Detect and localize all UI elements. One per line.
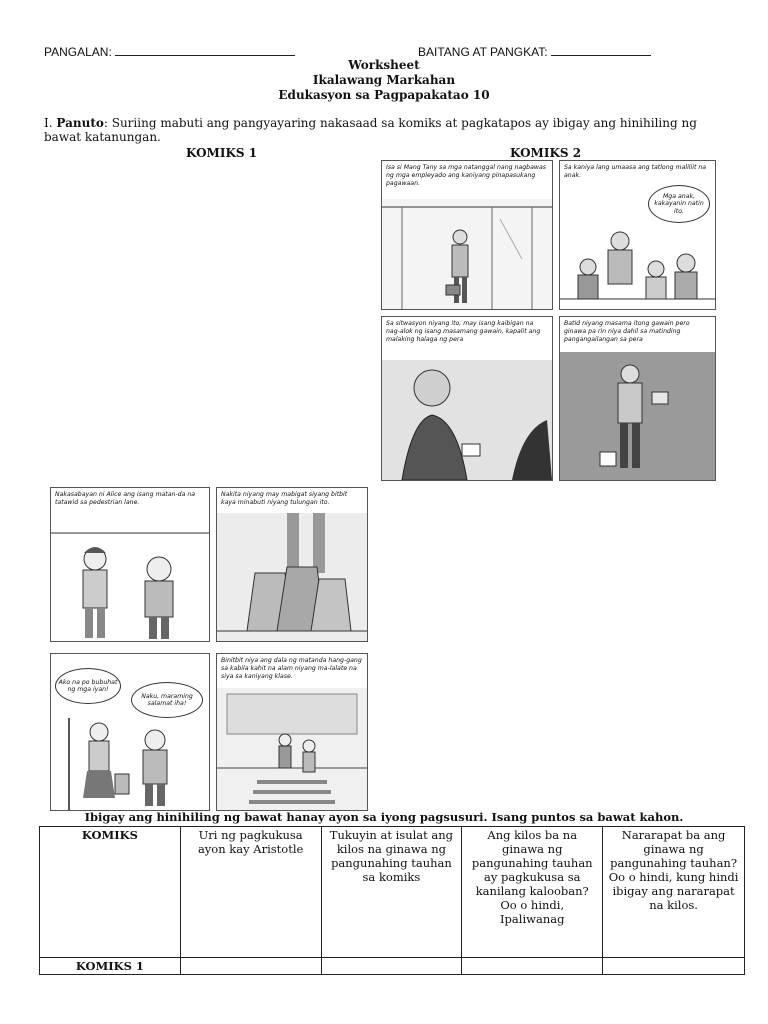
- komiks1-panel-2: [216, 487, 368, 642]
- grade-blank[interactable]: [551, 44, 651, 56]
- panel-caption: Binitbit niya ang dala ng matanda hang-gang sa kabila kahit na alam niyang ma-lalate na siya sa kaniyang klase.: [221, 657, 362, 680]
- friend-offer-illustration: [382, 360, 552, 480]
- row-label: KOMIKS 1: [40, 958, 181, 975]
- header-pagkukusa-kalooban: Ang kilos ba na ginawa ng pangunahing tauhan ay pagkukusa sa kanilang kalooban? Oo o hindi, Ipaliwanag: [462, 827, 603, 958]
- man-with-package-illustration: [560, 352, 715, 480]
- panel-caption: Sa sitwasyon niyang ito, may isang kaibigan na nag-alok ng isang masamang gawain, kapalit ang malaking halaga ng pera: [386, 320, 541, 343]
- answer-cell[interactable]: [603, 958, 745, 975]
- header-komiks: KOMIKS: [40, 827, 181, 958]
- instructions: [44, 116, 734, 144]
- komiks1-label: KOMIKS 1: [186, 146, 258, 160]
- komiks1-panel-1: [50, 487, 210, 642]
- table-instruction: Ibigay ang hinihiling ng bawat hanay ayon sa iyong pagsusuri. Isang puntos sa bawat kahon.: [84, 810, 684, 824]
- komiks2-panel-2: [559, 160, 716, 310]
- speech-bubble-girl: Ako na po bubuhat ng mga iyan!: [55, 668, 121, 704]
- panel-caption: Nakita niyang may mabigat siyang bitbit kaya minabuti niyang tulungan ito.: [221, 491, 348, 506]
- speech-bubble-elder: Naku, maraming salamat iha!: [131, 682, 203, 718]
- answer-cell[interactable]: [180, 958, 321, 975]
- header-uri-ng-pagkukusa: Uri ng pagkukusa ayon kay Aristotle: [180, 827, 321, 958]
- komiks1-panel-3: [50, 653, 210, 811]
- name-field[interactable]: [44, 44, 295, 59]
- answer-table: [39, 826, 745, 975]
- man-walking-illustration: [382, 199, 552, 309]
- panel-caption: Nakasabayan ni Alice ang isang matan-da na tatawid sa pedestrian lane.: [55, 491, 196, 506]
- name-blank[interactable]: [115, 44, 295, 56]
- girl-carrying-bags-illustration: [51, 718, 209, 810]
- instructions-number: I.: [44, 116, 53, 130]
- heavy-bags-illustration: [217, 513, 367, 641]
- answer-cell[interactable]: [321, 958, 462, 975]
- header-nararapat: Nararapat ba ang ginawa ng pangunahing tauhan? Oo o hindi, kung hindi ibigay ang nararapat na kilos.: [603, 827, 745, 958]
- crossing-street-illustration: [217, 688, 367, 810]
- subject-title: Edukasyon sa Pagpapakatao 10: [278, 88, 490, 102]
- header-tukuyin-kilos: Tukuyin at isulat ang kilos na ginawa ng pangunahing tauhan sa komiks: [321, 827, 462, 958]
- name-label: PANGALAN:: [44, 45, 112, 59]
- table-row: [40, 958, 745, 975]
- komiks2-label: KOMIKS 2: [510, 146, 582, 160]
- speech-bubble: Mga anak, kakayanin natin ito.: [648, 185, 710, 223]
- grade-field[interactable]: [418, 44, 651, 59]
- komiks2-panel-1: [381, 160, 553, 310]
- instructions-text: : Suriing mabuti ang pangyayaring nakasaad sa komiks at pagkatapos ay ibigay ang hinihiling ng bawat katanungan.: [44, 116, 697, 144]
- panel-caption: Batid niyang masama itong gawain pero ginawa pa rin niya dahil sa matinding pangangailangan sa pera: [564, 320, 690, 343]
- panel-caption: Isa si Mang Tany sa mga natanggal nang nagbawas ng mga empleyado ang kaniyang pinapasukang pagawaan.: [386, 164, 546, 187]
- table-header-row: [40, 827, 745, 958]
- grade-label: BAITANG AT PANGKAT:: [418, 45, 548, 59]
- komiks1-panel-4: [216, 653, 368, 811]
- girl-and-elder-illustration: [51, 523, 209, 641]
- quarter-title: Ikalawang Markahan: [312, 73, 456, 87]
- worksheet-title: Worksheet: [348, 58, 420, 72]
- instructions-bold: Panuto: [56, 116, 104, 130]
- komiks2-panel-4: [559, 316, 716, 481]
- answer-cell[interactable]: [462, 958, 603, 975]
- father-children-illustration: [560, 219, 715, 309]
- panel-caption: Sa kaniya lang umaasa ang tatlong maliliit na anak.: [564, 164, 707, 179]
- komiks2-panel-3: [381, 316, 553, 481]
